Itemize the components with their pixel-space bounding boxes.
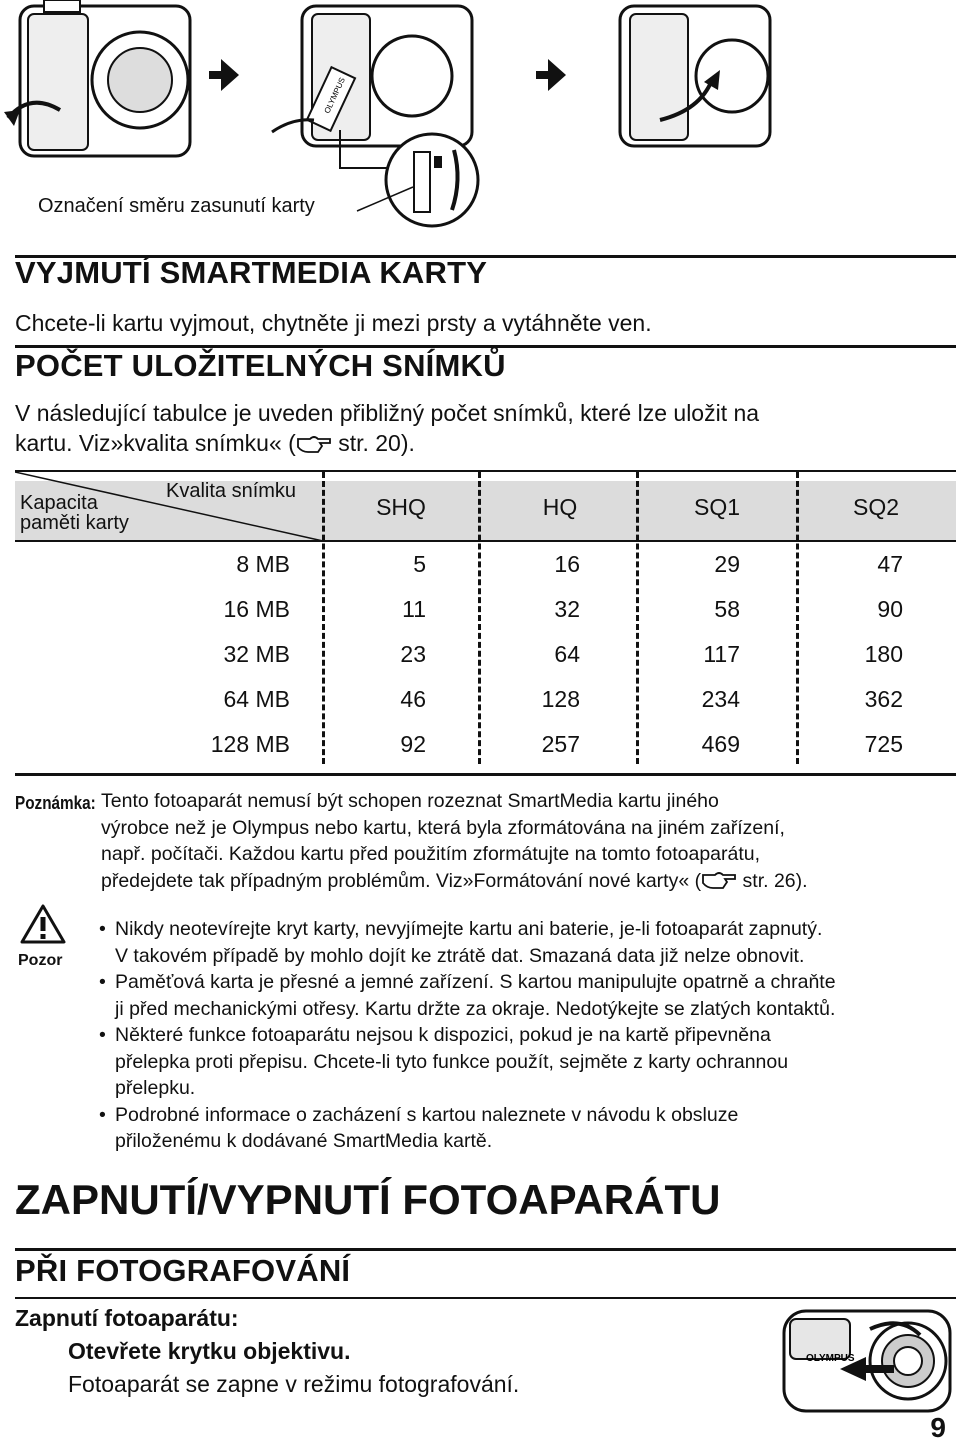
table-cell: 92: [400, 731, 426, 757]
table-cell: 5: [413, 551, 426, 577]
arrow-right-icon: [205, 55, 241, 95]
row-capacity: 64 MB: [223, 686, 290, 712]
image-count-intro-line1: V následující tabulce je uveden přibližný počet snímků, které lze uložit na: [15, 400, 760, 426]
note-line: např. počítači. Každou kartu před použitím zformátujte na tomto fotoaparátu,: [101, 843, 761, 865]
camera-open-cover-illustration: [0, 0, 200, 170]
column-header-sq2: SQ2: [852, 494, 900, 520]
row-capacity: 32 MB: [223, 641, 290, 667]
note-line: Tento fotoaparát nemusí být schopen rozeznat SmartMedia kartu jiného: [101, 790, 719, 812]
table-cell: 90: [877, 596, 903, 622]
list-item-line: • Paměťová karta je přesné a jemné zařízení. S kartou manipulujte opatrně a chraňte: [115, 971, 836, 993]
column-header-sq1: SQ1: [693, 494, 741, 520]
image-count-intro-line2: [15, 430, 415, 457]
table-cell: 180: [864, 641, 903, 667]
subsection-title-shooting: PŘI FOTOGRAFOVÁNÍ: [15, 1253, 351, 1288]
list-item: [99, 1102, 956, 1155]
intro-text: kartu. Viz»kvalita snímku« (: [15, 430, 296, 456]
row-capacity: 8 MB: [236, 551, 290, 577]
arrow-right-icon: [532, 55, 568, 95]
caution-list: [99, 916, 956, 1155]
camera-brand: OLYMPUS: [806, 1353, 855, 1364]
note-text: [101, 788, 956, 894]
table-cell: 234: [701, 686, 740, 712]
list-item-line: přiloženému k dodávané SmartMedia kartě.: [115, 1130, 493, 1152]
page-reference[interactable]: str. 26).: [742, 869, 808, 892]
note-label: Poznámka:: [15, 793, 96, 813]
table-cell: 725: [864, 731, 903, 757]
table-cell: 16: [554, 551, 580, 577]
row-capacity: 128 MB: [210, 731, 290, 757]
list-item-line: • Nikdy neotevírejte kryt karty, nevyjímejte kartu ani baterie, je-li fotoaparát zapnutý.: [115, 918, 823, 940]
column-header-shq: SHQ: [376, 494, 426, 520]
section-title-image-count: POČET ULOŽITELNÝCH SNÍMKŮ: [15, 348, 506, 383]
section-title-power: ZAPNUTÍ/VYPNUTÍ FOTOAPARÁTU: [15, 1176, 721, 1223]
table-cell: 32: [554, 596, 580, 622]
table-cell: 23: [400, 641, 426, 667]
pointing-hand-icon: [296, 433, 332, 455]
column-separator: [478, 472, 481, 764]
card-brand: OLYMPUS: [322, 76, 347, 115]
note-text-part: předejdete tak případným problémům. Viz»Formátování nové karty« (: [101, 869, 702, 892]
camera-lens-cover-illustration: [780, 1305, 955, 1415]
step-result: Fotoaparát se zapne v režimu fotografování.: [68, 1371, 520, 1397]
note-line: [101, 868, 956, 895]
page-reference[interactable]: str. 20).: [338, 430, 415, 456]
note-line: výrobce než je Olympus nebo kartu, která byla zformátována na jiném zařízení,: [101, 816, 785, 839]
close-cover-illustration: [600, 0, 780, 165]
warning-icon: [20, 903, 66, 945]
section-divider: [15, 1297, 956, 1299]
table-cell: 47: [877, 551, 903, 577]
table-header-rule: [15, 540, 956, 542]
table-cell: 64: [554, 641, 580, 667]
page-number: 9: [930, 1412, 946, 1443]
remove-card-text: Chcete-li kartu vyjmout, chytněte ji mezi prsty a vytáhněte ven.: [15, 310, 652, 336]
table-cell: 11: [402, 596, 426, 622]
list-item-line: V takovém případě by mohlo dojít ke ztrátě dat. Smazaná data již nelze obnovit.: [115, 944, 805, 967]
table-cell: 117: [703, 641, 740, 667]
list-item-line: • Podrobné informace o zacházení s kartou naleznete v návodu k obsluze: [115, 1103, 739, 1126]
list-item: [99, 969, 956, 1022]
list-item-line: • Některé funkce fotoaparátu nejsou k dispozici, pokud je na kartě připevněna: [115, 1024, 771, 1046]
list-item-line: ji před mechanickými otřesy. Kartu držte za okraje. Nedotýkejte se zlatých kontaktů.: [115, 997, 836, 1020]
list-item: [99, 1022, 956, 1102]
column-separator: [636, 472, 639, 764]
list-item-line: přelepka proti přepisu. Chcete-li tyto funkce použít, sejměte z karty ochrannou: [115, 1050, 789, 1073]
column-separator: [322, 472, 325, 764]
list-item: [99, 916, 956, 969]
pointing-hand-icon: [701, 869, 737, 891]
caution-label: Pozor: [18, 952, 63, 969]
table-cell: 128: [541, 686, 580, 712]
table-cell: 58: [714, 596, 740, 622]
table-cell: 362: [864, 686, 903, 712]
section-divider: [15, 1248, 956, 1251]
list-item-line: přelepku.: [115, 1077, 196, 1099]
table-cell: 29: [714, 551, 740, 577]
caption-leader-line: [355, 185, 415, 215]
row-capacity: 16 MB: [223, 596, 290, 622]
table-bottom-rule: [15, 773, 956, 776]
card-direction-caption: Označení směru zasunutí karty: [38, 195, 315, 217]
column-separator: [796, 472, 799, 764]
section-title-remove-card: VYJMUTÍ SMARTMEDIA KARTY: [15, 255, 488, 290]
column-header-hq: HQ: [542, 494, 578, 520]
table-top-rule: [15, 470, 956, 472]
table-cell: 469: [701, 731, 740, 757]
table-corner-capacity: Kapacita: [20, 492, 98, 514]
step-label: Zapnutí fotoaparátu:: [15, 1305, 239, 1331]
table-cell: 257: [541, 731, 580, 757]
table-corner-capacity-2: paměti karty: [20, 512, 129, 534]
table-cell: 46: [400, 686, 426, 712]
table-corner-quality: Kvalita snímku: [166, 480, 297, 502]
step-instruction: Otevřete krytku objektivu.: [68, 1338, 351, 1364]
